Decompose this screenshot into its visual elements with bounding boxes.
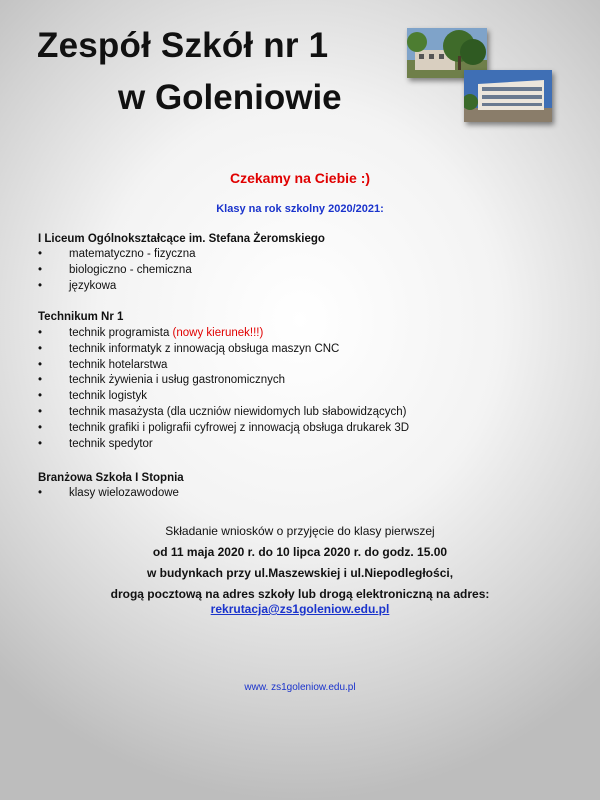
list-item: • technik masażysta (dla uczniów niewidomych lub słabowidzących) bbox=[38, 405, 409, 421]
bullet-icon: • bbox=[38, 263, 43, 276]
bullet-icon: • bbox=[38, 390, 43, 403]
application-locations: w budynkach przy ul.Maszewskiej i ul.Niepodległości, bbox=[146, 566, 454, 580]
list-item: • językowa bbox=[38, 279, 196, 295]
liceum-profile-list bbox=[38, 247, 196, 294]
section-title-branzowa: Branżowa Szkoła I Stopnia bbox=[38, 472, 184, 484]
bullet-icon: • bbox=[38, 437, 43, 450]
application-methods: drogą pocztową na adres szkoły lub drogą elektroniczną na adres: bbox=[110, 587, 490, 601]
recruitment-email-link[interactable]: rekrutacja@zs1goleniow.edu.pl bbox=[210, 602, 390, 616]
bullet-icon: • bbox=[38, 248, 43, 260]
bullet-icon: • bbox=[38, 279, 43, 292]
new-field-note: (nowy kierunek!!!) bbox=[172, 327, 264, 339]
bullet-icon: • bbox=[38, 374, 43, 387]
application-dates: od 11 maja 2020 r. do 10 lipca 2020 r. do godz. 15.00 bbox=[152, 545, 448, 559]
section-title-technikum: Technikum Nr 1 bbox=[38, 311, 124, 323]
website-link[interactable]: www. zs1goleniow.edu.pl bbox=[244, 682, 356, 693]
bullet-icon: • bbox=[38, 342, 43, 355]
list-item: • klasy wielozawodowe bbox=[38, 486, 179, 502]
school-photo-building bbox=[464, 70, 552, 122]
list-item: • technik hotelarstwa bbox=[38, 358, 409, 374]
list-item: • matematyczno - fizyczna bbox=[38, 247, 196, 263]
list-item: • technik logistyk bbox=[38, 389, 409, 405]
email-line bbox=[0, 602, 600, 616]
bullet-icon: • bbox=[38, 421, 43, 434]
application-info-line: Składanie wniosków o przyjęcie do klasy pierwszej bbox=[165, 524, 435, 538]
school-name-line2: w Goleniowie bbox=[118, 78, 342, 117]
technikum-profession-list bbox=[38, 326, 409, 452]
branzowa-list bbox=[38, 486, 179, 502]
bullet-icon: • bbox=[38, 358, 43, 371]
headline: Czekamy na Ciebie :) bbox=[229, 170, 371, 186]
list-item: • technik żywienia i usług gastronomicznych bbox=[38, 373, 409, 389]
section-title-liceum: I Liceum Ogólnokształcące im. Stefana Żeromskiego bbox=[38, 233, 325, 245]
bullet-icon: • bbox=[38, 405, 43, 418]
bullet-icon: • bbox=[38, 487, 43, 499]
list-item: • technik grafiki i poligrafii cyfrowej z innowacją obsługa drukarek 3D bbox=[38, 421, 409, 437]
school-name-line1: Zespół Szkół nr 1 bbox=[37, 26, 329, 65]
list-item: • technik programista (nowy kierunek!!!) bbox=[38, 326, 409, 342]
bullet-icon: • bbox=[38, 327, 43, 339]
school-year-heading: Klasy na rok szkolny 2020/2021: bbox=[216, 203, 384, 215]
list-item: • biologiczno - chemiczna bbox=[38, 263, 196, 279]
list-item: • technik spedytor bbox=[38, 437, 409, 453]
list-item: • technik informatyk z innowacją obsługa maszyn CNC bbox=[38, 342, 409, 358]
